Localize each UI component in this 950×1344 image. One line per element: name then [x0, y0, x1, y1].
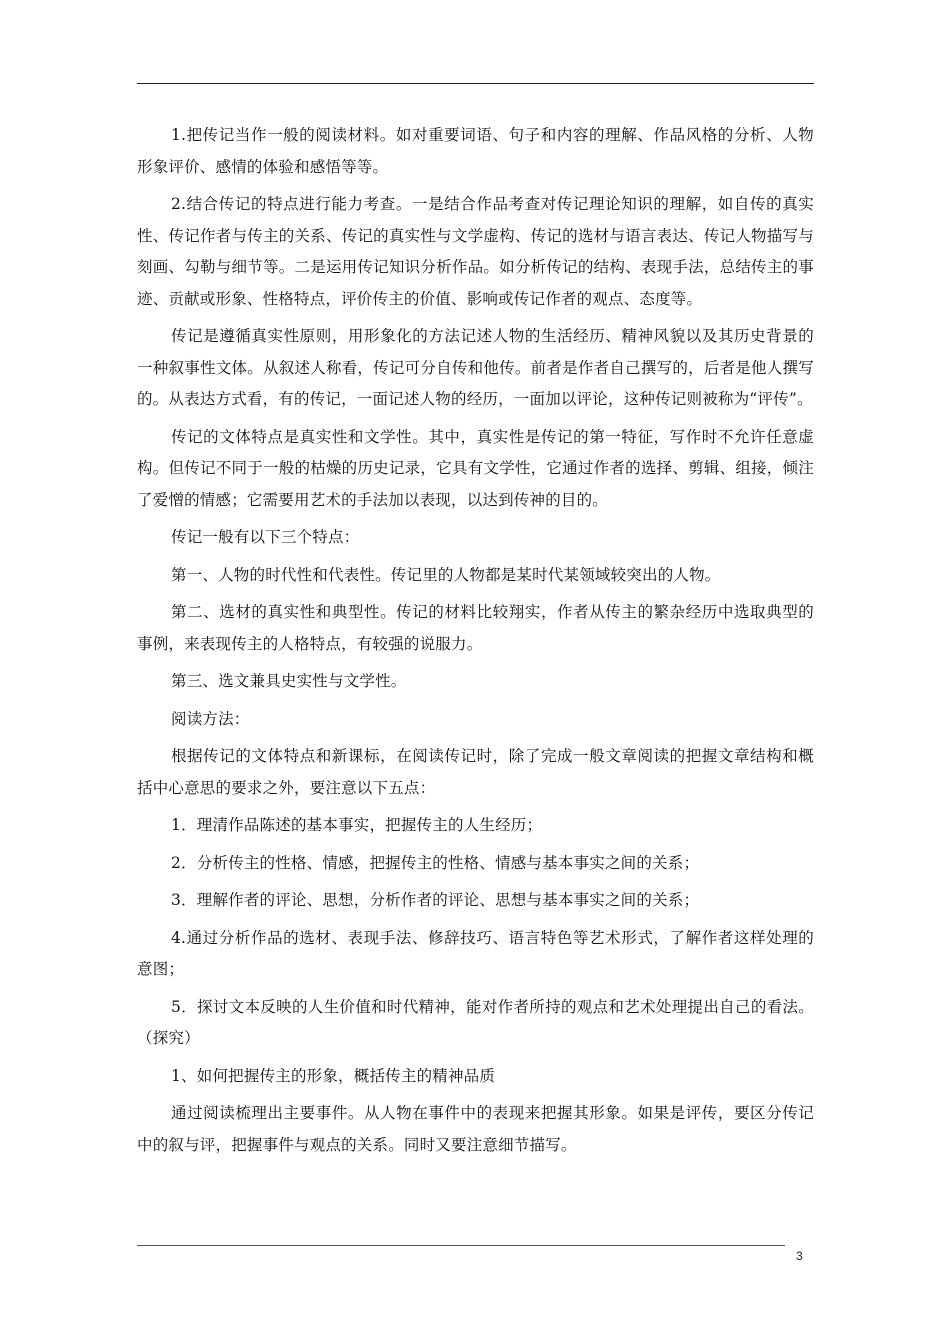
paragraph-12: 2．分析传主的性格、情感，把握传主的性格、情感与基本事实之间的关系；	[171, 853, 700, 872]
paragraph-6: 第一、人物的时代性和代表性。传记里的人物都是某时代某领域较突出的人物。	[171, 565, 721, 584]
paragraph-3: 传记是遵循真实性原则，用形象化的方法记述人物的生活经历、精神风貌以及其历史背景的一种叙事性文体。从叙述人称看，传记可分自传和他传。前者是作者自己撰写的，后者是他人撰写的。从表达方式看，有的传记，一面记述人物的经历，一面加以评论，这种传记则被称为“评传”。	[137, 327, 814, 408]
footer-rule	[137, 1245, 785, 1246]
paragraph-11: 1．理清作品陈述的基本事实，把握传主的人生经历；	[171, 816, 543, 834]
paragraph-17: 通过阅读梳理出主要事件。从人物在事件中的表现来把握其形象。如果是评传，要区分传记中的叙与评，把握事件与观点的关系。同时又要注意细节描写。	[137, 1104, 814, 1154]
paragraph-5: 传记一般有以下三个特点：	[171, 528, 360, 546]
paragraph-10: 根据传记的文体特点和新课标，在阅读传记时，除了完成一般文章阅读的把握文章结构和概括中心意思的要求之外，要注意以下五点：	[137, 747, 814, 797]
paragraph-4: 传记的文体特点是真实性和文学性。其中，真实性是传记的第一特征，写作时不允许任意虚构。但传记不同于一般的枯燥的历史记录，它具有文学性，它通过作者的选择、剪辑、组接，倾注了爱憎的情感；它需要用艺术的手法加以表现，以达到传神的目的。	[137, 427, 814, 509]
paragraph-8: 第三、选文兼具史实性与文学性。	[171, 672, 407, 690]
paragraph-1: 1.把传记当作一般的阅读材料。如对重要词语、句子和内容的理解、作品风格的分析、人物形象评价、感情的体验和感悟等等。	[137, 126, 814, 176]
document-body	[137, 120, 814, 1167]
page-number: 3	[796, 1249, 803, 1263]
paragraph-9: 阅读方法：	[171, 709, 250, 728]
paragraph-16: 1、如何把握传主的形象，概括传主的精神品质	[171, 1066, 496, 1085]
paragraph-15: 5．探讨文本反映的人生价值和时代精神，能对作者所持的观点和艺术处理提出自己的看法。（探究）	[137, 997, 814, 1047]
paragraph-14: 4.通过分析作品的选材、表现手法、修辞技巧、语言特色等艺术形式，了解作者这样处理的意图；	[137, 928, 814, 978]
paragraph-2: 2.结合传记的特点进行能力考查。一是结合作品考查对传记理论知识的理解，如自传的真实性、传记作者与传主的关系、传记的真实性与文学虚构、传记的选材与语言表达、传记人物描写与刻画、勾勒与细节等。二是运用传记知识分析作品。如分析传记的结构、表现手法，总结传主的事迹、贡献或形象、性格特点，评价传主的价值、影响或传记作者的观点、态度等。	[137, 195, 814, 308]
paragraph-7: 第二、选材的真实性和典型性。传记的材料比较翔实，作者从传主的繁杂经历中选取典型的事例，来表现传主的人格特点，有较强的说服力。	[137, 603, 814, 653]
paragraph-13: 3．理解作者的评论、思想，分析作者的评论、思想与基本事实之间的关系；	[171, 891, 700, 909]
header-rule	[137, 83, 814, 84]
